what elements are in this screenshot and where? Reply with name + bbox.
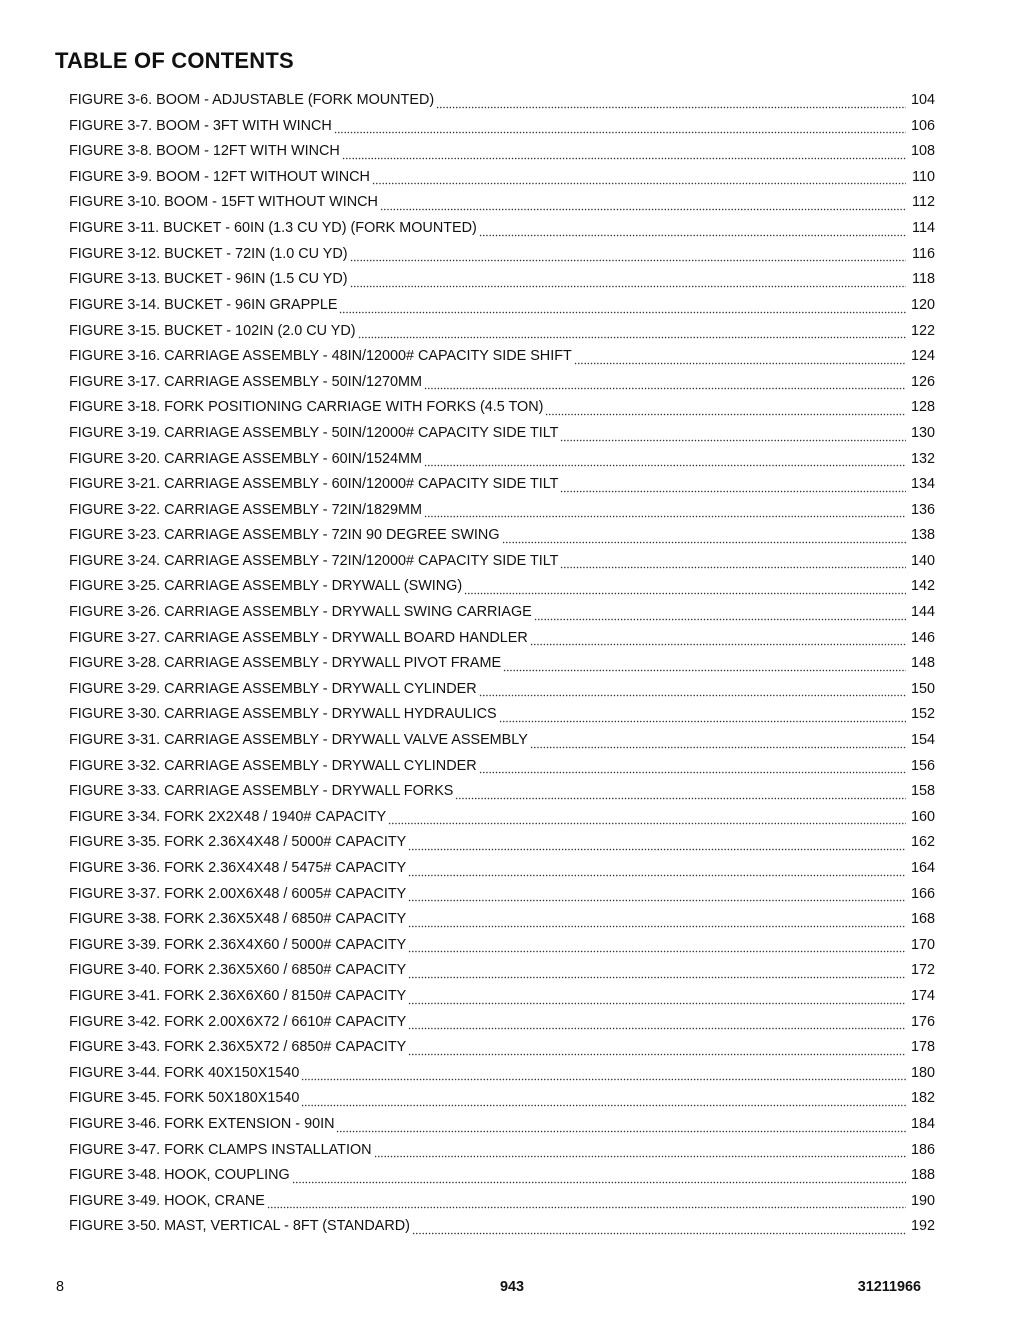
toc-entry[interactable] xyxy=(69,550,935,576)
toc-entry-page-number: 142 xyxy=(910,578,935,595)
toc-dot-leader xyxy=(408,914,906,928)
toc-entry-label: FIGURE 3-50. MAST, VERTICAL - 8FT (STANDARD) xyxy=(69,1218,410,1235)
toc-dot-leader xyxy=(479,760,906,774)
toc-entry-label: FIGURE 3-36. FORK 2.36X4X48 / 5475# CAPACITY xyxy=(69,860,407,877)
toc-entry-label: FIGURE 3-43. FORK 2.36X5X72 / 6850# CAPACITY xyxy=(69,1039,407,1056)
toc-entry[interactable] xyxy=(69,755,935,781)
toc-entry[interactable] xyxy=(69,320,935,346)
toc-entry-label: FIGURE 3-15. BUCKET - 102IN (2.0 CU YD) xyxy=(69,322,356,339)
toc-entry-label: FIGURE 3-21. CARRIAGE ASSEMBLY - 60IN/12000# CAPACITY SIDE TILT xyxy=(69,476,559,493)
toc-dot-leader xyxy=(350,274,906,288)
toc-dot-leader xyxy=(380,197,906,211)
toc-entry-label: FIGURE 3-10. BOOM - 15FT WITHOUT WINCH xyxy=(69,194,378,211)
footer-page-number: 8 xyxy=(56,1279,65,1295)
toc-dot-leader xyxy=(267,1195,906,1209)
toc-entry-label: FIGURE 3-20. CARRIAGE ASSEMBLY - 60IN/1524MM xyxy=(69,450,422,467)
toc-dot-leader xyxy=(388,811,906,825)
toc-entry-page-number: 190 xyxy=(910,1192,935,1209)
toc-dot-leader xyxy=(479,223,906,237)
toc-entry-page-number: 174 xyxy=(910,987,935,1004)
toc-dot-leader xyxy=(408,888,906,902)
toc-dot-leader xyxy=(408,837,906,851)
toc-entry-page-number: 150 xyxy=(910,680,935,697)
toc-entry-page-number: 130 xyxy=(910,424,935,441)
toc-entry-label: FIGURE 3-19. CARRIAGE ASSEMBLY - 50IN/12000# CAPACITY SIDE TILT xyxy=(69,424,559,441)
toc-entry-label: FIGURE 3-38. FORK 2.36X5X48 / 6850# CAPACITY xyxy=(69,911,407,928)
toc-entry-page-number: 186 xyxy=(910,1141,935,1158)
toc-entry-page-number: 136 xyxy=(910,501,935,518)
toc-entry[interactable] xyxy=(69,166,935,192)
toc-dot-leader xyxy=(408,939,906,953)
toc-entry[interactable] xyxy=(69,908,935,934)
toc-dot-leader xyxy=(342,146,906,160)
toc-entry-label: FIGURE 3-48. HOOK, COUPLING xyxy=(69,1167,290,1184)
toc-entry-label: FIGURE 3-42. FORK 2.00X6X72 / 6610# CAPACITY xyxy=(69,1013,407,1030)
toc-entry[interactable] xyxy=(69,883,935,909)
toc-entry-page-number: 114 xyxy=(912,220,935,237)
toc-entry-label: FIGURE 3-7. BOOM - 3FT WITH WINCH xyxy=(69,117,332,134)
toc-entry-label: FIGURE 3-22. CARRIAGE ASSEMBLY - 72IN/1829MM xyxy=(69,501,422,518)
toc-dot-leader xyxy=(545,402,906,416)
toc-entry-page-number: 164 xyxy=(910,860,935,877)
toc-entry-label: FIGURE 3-25. CARRIAGE ASSEMBLY - DRYWALL (SWING) xyxy=(69,578,463,595)
toc-entry-label: FIGURE 3-13. BUCKET - 96IN (1.5 CU YD) xyxy=(69,271,348,288)
page-title: TABLE OF CONTENTS xyxy=(55,48,294,73)
toc-entry-label: FIGURE 3-18. FORK POSITIONING CARRIAGE WITH FORKS (4.5 TON) xyxy=(69,399,544,416)
toc-entry[interactable] xyxy=(69,140,935,166)
toc-entry-label: FIGURE 3-34. FORK 2X2X48 / 1940# CAPACITY xyxy=(69,808,387,825)
toc-entry-page-number: 126 xyxy=(910,373,935,390)
toc-dot-leader xyxy=(334,120,906,134)
table-of-contents xyxy=(69,89,935,1241)
toc-entry-label: FIGURE 3-39. FORK 2.36X4X60 / 5000# CAPACITY xyxy=(69,936,407,953)
toc-entry-page-number: 170 xyxy=(910,936,935,953)
toc-entry[interactable] xyxy=(69,729,935,755)
toc-dot-leader xyxy=(424,376,906,390)
toc-entry-label: FIGURE 3-11. BUCKET - 60IN (1.3 CU YD) (FORK MOUNTED) xyxy=(69,220,477,237)
toc-entry[interactable] xyxy=(69,703,935,729)
toc-entry-page-number: 140 xyxy=(910,552,935,569)
toc-entry-page-number: 116 xyxy=(912,245,935,262)
toc-dot-leader xyxy=(436,95,906,109)
toc-entry-label: FIGURE 3-40. FORK 2.36X5X60 / 6850# CAPACITY xyxy=(69,962,407,979)
toc-entry-page-number: 144 xyxy=(910,604,935,621)
toc-entry-page-number: 106 xyxy=(910,117,935,134)
toc-dot-leader xyxy=(408,863,906,877)
toc-entry-label: FIGURE 3-46. FORK EXTENSION - 90IN xyxy=(69,1115,335,1132)
toc-entry[interactable] xyxy=(69,627,935,653)
toc-entry[interactable] xyxy=(69,268,935,294)
toc-entry-label: FIGURE 3-33. CARRIAGE ASSEMBLY - DRYWALL FORKS xyxy=(69,783,454,800)
toc-entry[interactable] xyxy=(69,448,935,474)
toc-dot-leader xyxy=(530,632,906,646)
toc-entry[interactable] xyxy=(69,524,935,550)
toc-dot-leader xyxy=(301,1067,906,1081)
toc-entry-label: FIGURE 3-29. CARRIAGE ASSEMBLY - DRYWALL CYLINDER xyxy=(69,680,477,697)
toc-dot-leader xyxy=(408,1016,906,1030)
toc-entry-label: FIGURE 3-6. BOOM - ADJUSTABLE (FORK MOUNTED) xyxy=(69,92,435,108)
toc-entry-label: FIGURE 3-28. CARRIAGE ASSEMBLY - DRYWALL PIVOT FRAME xyxy=(69,655,502,672)
toc-entry[interactable] xyxy=(69,422,935,448)
toc-entry-page-number: 118 xyxy=(912,271,935,288)
toc-entry-label: FIGURE 3-27. CARRIAGE ASSEMBLY - DRYWALL BOARD HANDLER xyxy=(69,629,528,646)
toc-entry-page-number: 166 xyxy=(910,885,935,902)
toc-entry-page-number: 184 xyxy=(910,1115,935,1132)
toc-entry-label: FIGURE 3-8. BOOM - 12FT WITH WINCH xyxy=(69,143,340,160)
toc-entry[interactable] xyxy=(69,499,935,525)
toc-entry[interactable] xyxy=(69,575,935,601)
toc-entry[interactable] xyxy=(69,678,935,704)
toc-entry[interactable] xyxy=(69,652,935,678)
toc-dot-leader xyxy=(455,786,906,800)
toc-dot-leader xyxy=(424,453,906,467)
footer-center-number: 943 xyxy=(499,1279,524,1295)
toc-entry-page-number: 156 xyxy=(910,757,935,774)
toc-entry-page-number: 134 xyxy=(910,476,935,493)
toc-dot-leader xyxy=(412,1221,906,1235)
toc-dot-leader xyxy=(408,991,906,1005)
toc-entry-label: FIGURE 3-14. BUCKET - 96IN GRAPPLE xyxy=(69,296,338,313)
toc-entry-label: FIGURE 3-24. CARRIAGE ASSEMBLY - 72IN/12000# CAPACITY SIDE TILT xyxy=(69,552,559,569)
toc-entry[interactable] xyxy=(69,294,935,320)
toc-dot-leader xyxy=(358,325,906,339)
toc-dot-leader xyxy=(464,581,906,595)
toc-entry-page-number: 132 xyxy=(910,450,935,467)
toc-entry[interactable] xyxy=(69,601,935,627)
toc-entry[interactable] xyxy=(69,985,935,1011)
toc-dot-leader xyxy=(374,1144,906,1158)
toc-entry-page-number: 146 xyxy=(910,629,935,646)
toc-dot-leader xyxy=(530,735,906,749)
toc-entry-page-number: 180 xyxy=(910,1064,935,1081)
toc-entry[interactable] xyxy=(69,1139,935,1165)
toc-entry-label: FIGURE 3-31. CARRIAGE ASSEMBLY - DRYWALL VALVE ASSEMBLY xyxy=(69,732,528,749)
toc-entry-page-number: 108 xyxy=(910,143,935,160)
toc-entry-page-number: 110 xyxy=(912,168,935,185)
toc-dot-leader xyxy=(372,171,906,185)
toc-entry[interactable] xyxy=(69,1190,935,1216)
toc-entry-page-number: 124 xyxy=(910,348,935,365)
toc-dot-leader xyxy=(336,1119,906,1133)
toc-entry-page-number: 168 xyxy=(910,911,935,928)
toc-entry-page-number: 148 xyxy=(910,655,935,672)
toc-entry-page-number: 176 xyxy=(910,1013,935,1030)
toc-entry[interactable] xyxy=(69,1011,935,1037)
toc-entry[interactable] xyxy=(69,115,935,141)
toc-entry-page-number: 172 xyxy=(910,962,935,979)
toc-entry-page-number: 182 xyxy=(910,1090,935,1107)
toc-entry[interactable] xyxy=(69,1215,935,1241)
toc-entry-label: FIGURE 3-23. CARRIAGE ASSEMBLY - 72IN 90 DEGREE SWING xyxy=(69,527,500,544)
toc-entry-label: FIGURE 3-44. FORK 40X150X1540 xyxy=(69,1064,300,1081)
toc-entry-page-number: 112 xyxy=(912,194,935,211)
toc-entry[interactable] xyxy=(69,473,935,499)
toc-dot-leader xyxy=(560,479,906,493)
toc-dot-leader xyxy=(503,658,906,672)
toc-entry-page-number: 104 xyxy=(910,92,935,108)
toc-entry-label: FIGURE 3-49. HOOK, CRANE xyxy=(69,1192,265,1209)
footer-document-number: 31211966 xyxy=(857,1279,921,1295)
toc-entry-page-number: 152 xyxy=(910,706,935,723)
toc-entry-page-number: 160 xyxy=(910,808,935,825)
toc-entry[interactable] xyxy=(69,959,935,985)
toc-entry[interactable] xyxy=(69,243,935,269)
toc-entry-page-number: 122 xyxy=(910,322,935,339)
toc-dot-leader xyxy=(534,607,906,621)
toc-entry-page-number: 128 xyxy=(910,399,935,416)
toc-dot-leader xyxy=(301,1093,906,1107)
toc-dot-leader xyxy=(339,300,906,314)
toc-entry-label: FIGURE 3-17. CARRIAGE ASSEMBLY - 50IN/1270MM xyxy=(69,373,422,390)
toc-dot-leader xyxy=(574,351,906,365)
toc-entry-label: FIGURE 3-35. FORK 2.36X4X48 / 5000# CAPACITY xyxy=(69,834,407,851)
toc-dot-leader xyxy=(560,555,906,569)
toc-entry[interactable] xyxy=(69,831,935,857)
toc-entry[interactable] xyxy=(69,857,935,883)
toc-entry-page-number: 158 xyxy=(910,783,935,800)
toc-entry-page-number: 154 xyxy=(910,732,935,749)
toc-entry[interactable] xyxy=(69,934,935,960)
toc-entry-label: FIGURE 3-26. CARRIAGE ASSEMBLY - DRYWALL SWING CARRIAGE xyxy=(69,604,532,621)
toc-dot-leader xyxy=(502,530,906,544)
toc-entry-page-number: 192 xyxy=(910,1218,935,1235)
toc-entry[interactable] xyxy=(69,1087,935,1113)
toc-entry-label: FIGURE 3-37. FORK 2.00X6X48 / 6005# CAPACITY xyxy=(69,885,407,902)
toc-entry[interactable] xyxy=(69,396,935,422)
toc-dot-leader xyxy=(408,965,906,979)
toc-entry[interactable] xyxy=(69,806,935,832)
toc-entry-page-number: 162 xyxy=(910,834,935,851)
toc-entry[interactable] xyxy=(69,89,935,115)
toc-entry[interactable] xyxy=(69,191,935,217)
toc-entry-page-number: 120 xyxy=(910,296,935,313)
toc-dot-leader xyxy=(499,709,906,723)
toc-entry-label: FIGURE 3-12. BUCKET - 72IN (1.0 CU YD) xyxy=(69,245,348,262)
toc-entry-label: FIGURE 3-30. CARRIAGE ASSEMBLY - DRYWALL HYDRAULICS xyxy=(69,706,497,723)
toc-entry-label: FIGURE 3-47. FORK CLAMPS INSTALLATION xyxy=(69,1141,372,1158)
toc-entry[interactable] xyxy=(69,1036,935,1062)
toc-entry-label: FIGURE 3-45. FORK 50X180X1540 xyxy=(69,1090,300,1107)
toc-entry-page-number: 188 xyxy=(910,1167,935,1184)
toc-entry[interactable] xyxy=(69,780,935,806)
toc-entry[interactable] xyxy=(69,1062,935,1088)
toc-entry-label: FIGURE 3-9. BOOM - 12FT WITHOUT WINCH xyxy=(69,168,370,185)
toc-entry[interactable] xyxy=(69,1164,935,1190)
toc-dot-leader xyxy=(479,683,906,697)
toc-dot-leader xyxy=(408,1042,906,1056)
toc-entry-label: FIGURE 3-16. CARRIAGE ASSEMBLY - 48IN/12000# CAPACITY SIDE SHIFT xyxy=(69,348,572,365)
toc-entry[interactable] xyxy=(69,1113,935,1139)
toc-entry-label: FIGURE 3-32. CARRIAGE ASSEMBLY - DRYWALL CYLINDER xyxy=(69,757,477,774)
toc-entry-page-number: 138 xyxy=(910,527,935,544)
toc-dot-leader xyxy=(350,248,906,262)
toc-entry[interactable] xyxy=(69,217,935,243)
toc-entry[interactable] xyxy=(69,345,935,371)
page-footer xyxy=(0,1276,1024,1298)
toc-entry[interactable] xyxy=(69,371,935,397)
toc-entry-label: FIGURE 3-41. FORK 2.36X6X60 / 8150# CAPACITY xyxy=(69,987,407,1004)
toc-entry-page-number: 178 xyxy=(910,1039,935,1056)
toc-dot-leader xyxy=(560,428,906,442)
toc-dot-leader xyxy=(292,1170,906,1184)
toc-dot-leader xyxy=(424,504,906,518)
